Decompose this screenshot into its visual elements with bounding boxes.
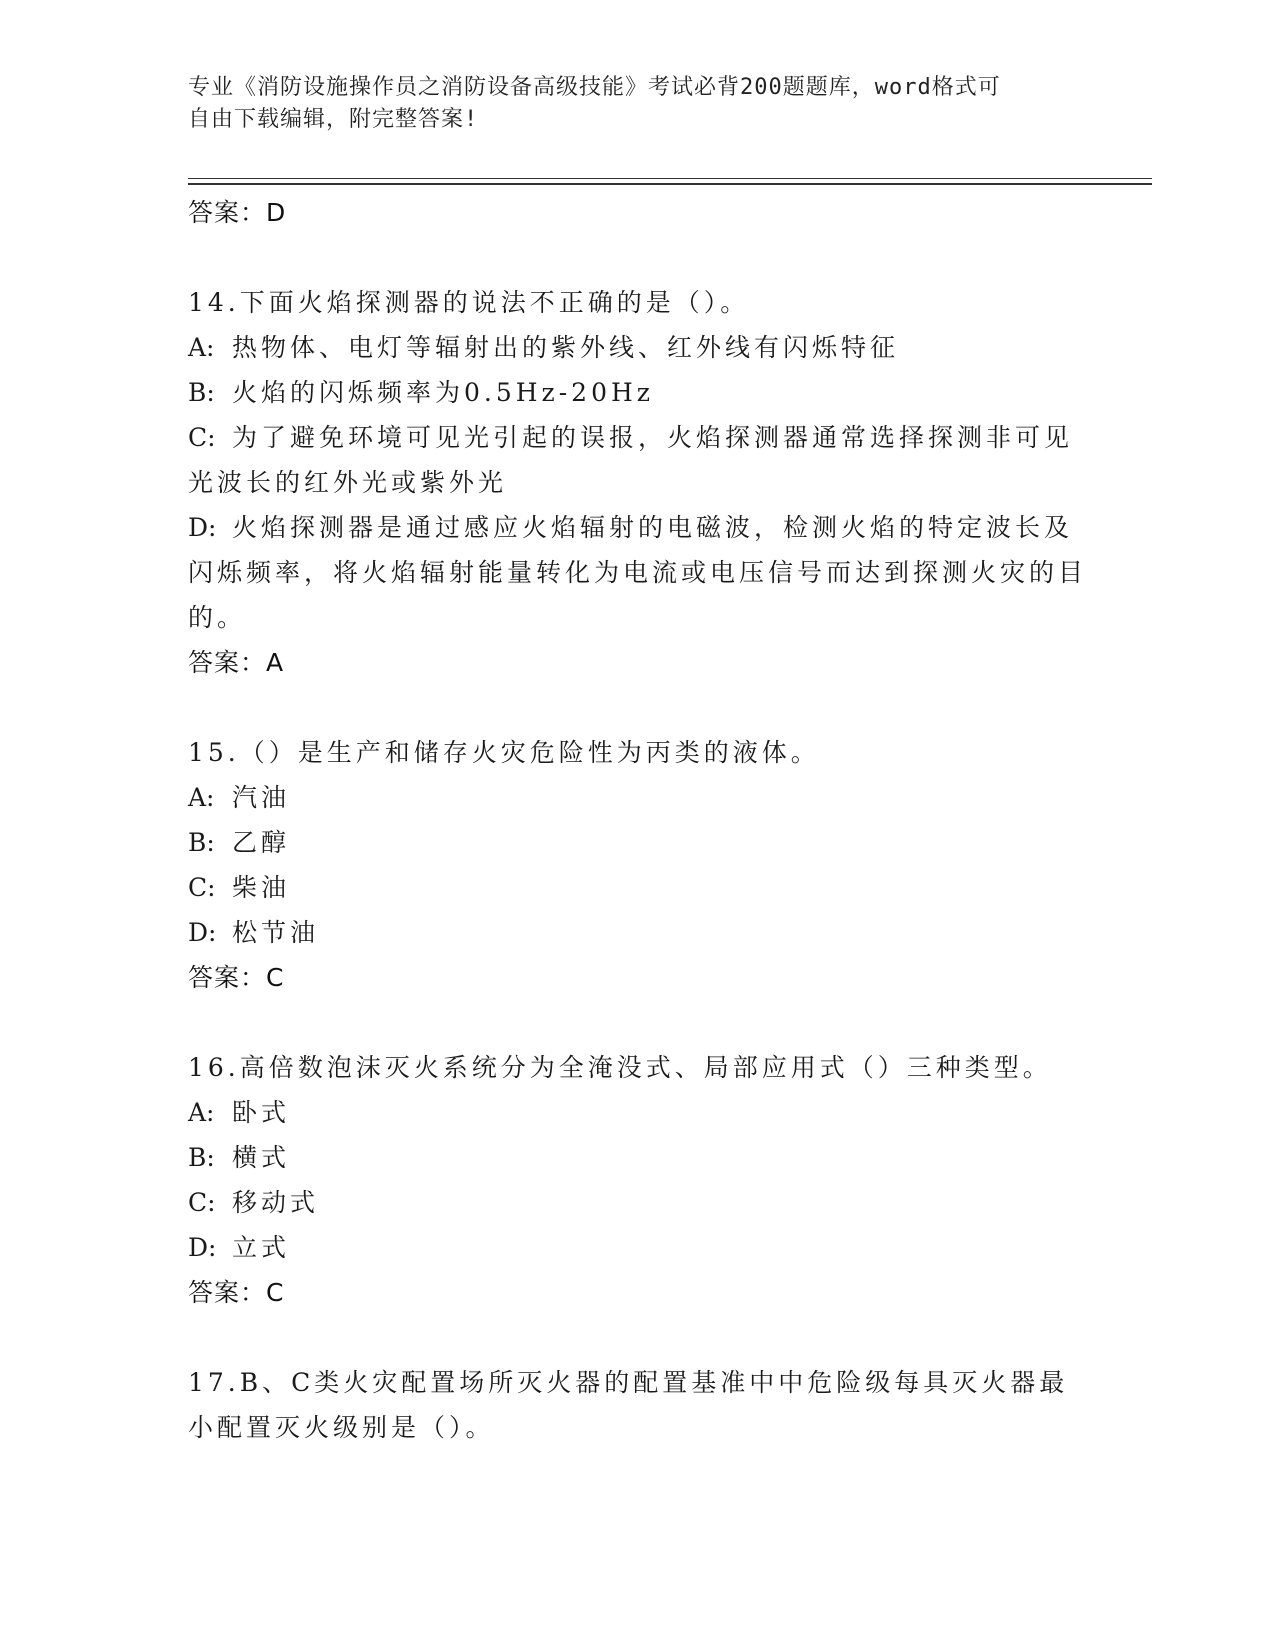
option-label: B: [188, 1143, 215, 1172]
question-stem: 15.（）是生产和储存火灾危险性为丙类的液体。 [188, 738, 820, 767]
option-b [188, 820, 1088, 865]
previous-answer: 答案：D [188, 198, 287, 227]
option-text: 移动式 [232, 1188, 320, 1217]
option-a [188, 775, 1088, 820]
option-label: C: [188, 873, 216, 902]
option-text: 火焰探测器是通过感应火焰辐射的电磁波，检测火焰的特定波长及闪烁频率，将火焰辐射能量转化为电流或电压信号而达到探测火灾的目的。 [188, 513, 1088, 632]
option-c [188, 1180, 1088, 1225]
option-text: 柴油 [232, 873, 291, 902]
answer: 答案：C [188, 963, 285, 992]
option-label: C: [188, 1188, 216, 1217]
header-divider-thick [188, 183, 1152, 185]
question-14 [188, 280, 1088, 686]
option-label: B: [188, 828, 215, 857]
question-16 [188, 1045, 1088, 1316]
question-17 [188, 1360, 1088, 1450]
option-d [188, 910, 1088, 955]
option-text: 立式 [232, 1233, 291, 1262]
option-b [188, 370, 1088, 415]
answer: 答案：C [188, 1278, 285, 1307]
option-label: D: [188, 918, 217, 947]
question-stem: 16.高倍数泡沫灭火系统分为全淹没式、局部应用式（）三种类型。 [188, 1053, 1052, 1082]
answer: 答案：A [188, 648, 285, 677]
option-text: 热物体、电灯等辐射出的紫外线、红外线有闪烁特征 [232, 333, 900, 362]
option-a [188, 1090, 1088, 1135]
option-text: 汽油 [232, 783, 291, 812]
question-15 [188, 730, 1088, 1001]
option-c [188, 865, 1088, 910]
header-divider-thin [188, 178, 1152, 179]
header-line-1: 专业《消防设施操作员之消防设备高级技能》考试必背200题题库，word格式可 [188, 75, 1001, 100]
header-line-2: 自由下载编辑，附完整答案! [188, 107, 479, 132]
document-header [188, 72, 1088, 136]
option-label: D: [188, 1233, 217, 1262]
option-text: 乙醇 [232, 828, 291, 857]
question-list [188, 190, 1088, 1494]
question-stem: 17.B、C类火灾配置场所灭火器的配置基准中中危险级每具灭火器最小配置灭火级别是（）。 [188, 1368, 1069, 1442]
option-c [188, 415, 1088, 505]
option-text: 横式 [232, 1143, 291, 1172]
option-label: A: [188, 333, 215, 362]
option-text: 卧式 [232, 1098, 291, 1127]
option-text: 松节油 [232, 918, 320, 947]
option-d [188, 1225, 1088, 1270]
option-text: 为了避免环境可见光引起的误报，火焰探测器通常选择探测非可见光波长的红外光或紫外光 [188, 423, 1074, 497]
question-stem: 14.下面火焰探测器的说法不正确的是（）。 [188, 288, 750, 317]
option-d [188, 505, 1088, 640]
option-label: A: [188, 1098, 215, 1127]
option-label: A: [188, 783, 215, 812]
option-b [188, 1135, 1088, 1180]
option-a [188, 325, 1088, 370]
option-label: D: [188, 513, 217, 542]
option-text: 火焰的闪烁频率为0.5Hz-20Hz [232, 378, 654, 407]
option-label: C: [188, 423, 216, 452]
option-label: B: [188, 378, 215, 407]
